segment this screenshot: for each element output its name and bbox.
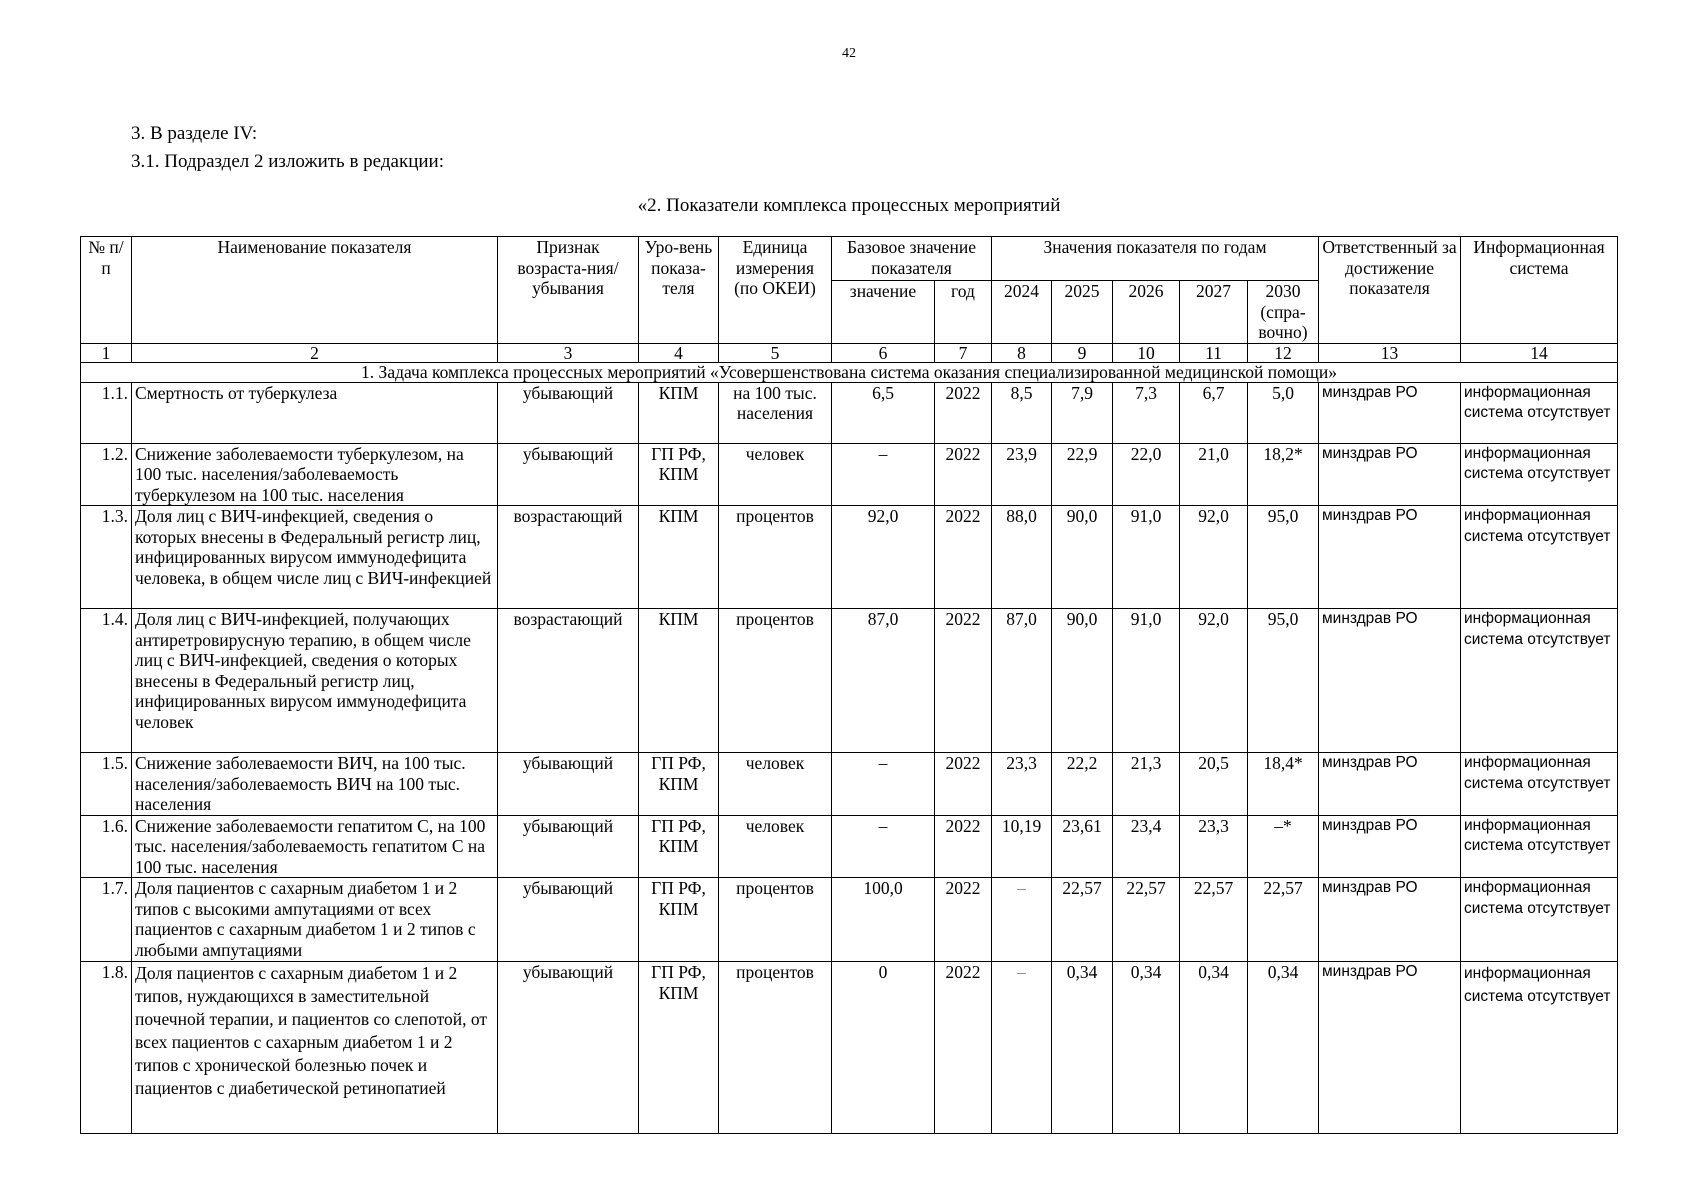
row-value-2024: 88,0 (992, 506, 1052, 609)
row-value-2027: 20,5 (1180, 753, 1248, 816)
row-base-year: 2022 (935, 962, 992, 1134)
row-value-2024: – (992, 878, 1052, 962)
row-value-2030: 18,4* (1248, 753, 1319, 816)
row-unit: процентов (719, 878, 832, 962)
table-row (81, 443, 1618, 506)
row-base-value: – (832, 443, 935, 506)
row-base-year: 2022 (935, 878, 992, 962)
row-unit: человек (719, 753, 832, 816)
table-title: «2. Показатели комплекса процессных мероприятий (637, 195, 1061, 216)
table-row (81, 382, 1618, 443)
row-info-system: информационная система отсутствует (1461, 753, 1618, 816)
row-sign: убывающий (498, 962, 639, 1134)
row-base-year: 2022 (935, 506, 992, 609)
header-base-value: значение (832, 281, 935, 344)
row-name: Снижение заболеваемости гепатитом С, на 100 тыс. населения/заболеваемость гепатитом С на 100 тыс. населения (132, 815, 498, 878)
column-number: 13 (1319, 343, 1461, 362)
row-value-2026: 23,4 (1113, 815, 1180, 878)
row-sign: убывающий (498, 815, 639, 878)
row-value-2025: 90,0 (1052, 506, 1113, 609)
row-base-year: 2022 (935, 815, 992, 878)
row-base-year: 2022 (935, 753, 992, 816)
row-value-2026: 7,3 (1113, 382, 1180, 443)
row-num: 1.4. (81, 609, 132, 753)
table-row (81, 753, 1618, 816)
row-value-2024: 87,0 (992, 609, 1052, 753)
row-responsible: минздрав РО (1319, 609, 1461, 753)
row-base-value: 87,0 (832, 609, 935, 753)
row-responsible: минздрав РО (1319, 753, 1461, 816)
row-value-2025: 22,9 (1052, 443, 1113, 506)
table-row (81, 962, 1618, 1134)
row-unit: процентов (719, 962, 832, 1134)
row-value-2030: 0,34 (1248, 962, 1319, 1134)
row-value-2026: 91,0 (1113, 506, 1180, 609)
intro-line-1: 3. В разделе IV: (131, 123, 258, 144)
row-name: Доля лиц с ВИЧ-инфекцией, получающих антиретровирусную терапию, в общем числе лиц с ВИЧ-инфекцией, сведения о которых внесены в Федеральный регистр лиц, инфицированных вирусом иммунодефицита человек (132, 609, 498, 753)
row-sign: убывающий (498, 878, 639, 962)
row-name: Снижение заболеваемости ВИЧ, на 100 тыс. населения/заболеваемость ВИЧ на 100 тыс. населения (132, 753, 498, 816)
row-num: 1.5. (81, 753, 132, 816)
header-level: Уро-вень показа-теля (639, 237, 719, 344)
row-base-value: 100,0 (832, 878, 935, 962)
row-sign: убывающий (498, 753, 639, 816)
row-value-2025: 90,0 (1052, 609, 1113, 753)
header-unit: Единица измерения (по ОКЕИ) (719, 237, 832, 344)
row-value-2027: 92,0 (1180, 609, 1248, 753)
row-base-value: 6,5 (832, 382, 935, 443)
header-year-2025: 2025 (1052, 281, 1113, 344)
row-base-value: – (832, 815, 935, 878)
row-sign: убывающий (498, 443, 639, 506)
row-value-2030: 18,2* (1248, 443, 1319, 506)
row-info-system: информационная система отсутствует (1461, 815, 1618, 878)
row-level: ГП РФ, КПМ (639, 815, 719, 878)
row-level: КПМ (639, 609, 719, 753)
row-value-2025: 23,61 (1052, 815, 1113, 878)
row-level: ГП РФ, КПМ (639, 753, 719, 816)
row-value-2030: 5,0 (1248, 382, 1319, 443)
row-name: Доля пациентов с сахарным диабетом 1 и 2 типов с высокими ампутациями от всех пациентов с сахарным диабетом 1 и 2 типов с любыми ампутациями (132, 878, 498, 962)
header-row-1 (81, 237, 1618, 281)
row-info-system: информационная система отсутствует (1461, 443, 1618, 506)
row-value-2024: 10,19 (992, 815, 1052, 878)
column-numbers-row (81, 343, 1618, 362)
row-num: 1.7. (81, 878, 132, 962)
column-number: 9 (1052, 343, 1113, 362)
header-year-2026: 2026 (1113, 281, 1180, 344)
row-value-2024: 23,3 (992, 753, 1052, 816)
row-name: Смертность от туберкулеза (132, 382, 498, 443)
row-value-2026: 22,0 (1113, 443, 1180, 506)
row-responsible: минздрав РО (1319, 443, 1461, 506)
row-responsible: минздрав РО (1319, 815, 1461, 878)
row-unit: на 100 тыс. населения (719, 382, 832, 443)
column-number: 10 (1113, 343, 1180, 362)
row-value-2027: 23,3 (1180, 815, 1248, 878)
task-title: 1. Задача комплекса процессных мероприятий «Усовершенствована система оказания специализированной медицинской помощи» (81, 362, 1618, 382)
row-value-2024: – (992, 962, 1052, 1134)
row-value-2030: 95,0 (1248, 506, 1319, 609)
row-base-year: 2022 (935, 609, 992, 753)
row-sign: возрастающий (498, 609, 639, 753)
column-number: 8 (992, 343, 1052, 362)
row-value-2030: 95,0 (1248, 609, 1319, 753)
task-row (81, 362, 1618, 382)
header-year-2027: 2027 (1180, 281, 1248, 344)
row-level: ГП РФ, КПМ (639, 878, 719, 962)
page-number: 42 (842, 46, 856, 61)
row-level: КПМ (639, 382, 719, 443)
row-info-system: информационная система отсутствует (1461, 382, 1618, 443)
row-base-year: 2022 (935, 382, 992, 443)
row-base-year: 2022 (935, 443, 992, 506)
intro-line-2: 3.1. Подраздел 2 изложить в редакции: (131, 151, 444, 172)
column-number: 2 (132, 343, 498, 362)
row-sign: убывающий (498, 382, 639, 443)
table-row (81, 878, 1618, 962)
row-unit: процентов (719, 506, 832, 609)
row-num: 1.6. (81, 815, 132, 878)
row-value-2026: 91,0 (1113, 609, 1180, 753)
row-value-2025: 22,57 (1052, 878, 1113, 962)
row-responsible: минздрав РО (1319, 382, 1461, 443)
row-level: ГП РФ, КПМ (639, 962, 719, 1134)
column-number: 7 (935, 343, 992, 362)
row-value-2027: 22,57 (1180, 878, 1248, 962)
row-value-2026: 0,34 (1113, 962, 1180, 1134)
header-responsible: Ответственный за достижение показателя (1319, 237, 1461, 344)
row-num: 1.8. (81, 962, 132, 1134)
row-responsible: минздрав РО (1319, 878, 1461, 962)
row-value-2027: 6,7 (1180, 382, 1248, 443)
header-years-group: Значения показателя по годам (992, 237, 1319, 281)
row-value-2026: 21,3 (1113, 753, 1180, 816)
row-sign: возрастающий (498, 506, 639, 609)
row-base-value: – (832, 753, 935, 816)
row-value-2027: 0,34 (1180, 962, 1248, 1134)
column-number: 5 (719, 343, 832, 362)
column-number: 1 (81, 343, 132, 362)
row-info-system: информационная система отсутствует (1461, 878, 1618, 962)
row-unit: человек (719, 443, 832, 506)
row-num: 1.3. (81, 506, 132, 609)
row-responsible: минздрав РО (1319, 962, 1461, 1134)
row-value-2026: 22,57 (1113, 878, 1180, 962)
table-row (81, 506, 1618, 609)
row-name: Доля лиц с ВИЧ-инфекцией, сведения о которых внесены в Федеральный регистр лиц, инфицированных вирусом иммунодефицита человека, в общем числе лиц с ВИЧ-инфекцией (132, 506, 498, 609)
row-level: ГП РФ, КПМ (639, 443, 719, 506)
column-number: 12 (1248, 343, 1319, 362)
row-value-2030: 22,57 (1248, 878, 1319, 962)
header-base-year: год (935, 281, 992, 344)
header-base: Базовое значение показателя (832, 237, 992, 281)
row-responsible: минздрав РО (1319, 506, 1461, 609)
row-level: КПМ (639, 506, 719, 609)
header-info-system: Информационная система (1461, 237, 1618, 344)
row-info-system: информационная система отсутствует (1461, 609, 1618, 753)
column-number: 4 (639, 343, 719, 362)
column-number: 11 (1180, 343, 1248, 362)
row-value-2024: 8,5 (992, 382, 1052, 443)
column-number: 14 (1461, 343, 1618, 362)
row-num: 1.1. (81, 382, 132, 443)
column-number: 3 (498, 343, 639, 362)
row-value-2027: 21,0 (1180, 443, 1248, 506)
header-num: № п/п (81, 237, 132, 344)
row-unit: процентов (719, 609, 832, 753)
row-value-2024: 23,9 (992, 443, 1052, 506)
table-row (81, 815, 1618, 878)
row-value-2025: 7,9 (1052, 382, 1113, 443)
table-row (81, 609, 1618, 753)
row-num: 1.2. (81, 443, 132, 506)
row-value-2030: –* (1248, 815, 1319, 878)
header-year-2030: 2030 (спра-вочно) (1248, 281, 1319, 344)
row-base-value: 0 (832, 962, 935, 1134)
row-name: Доля пациентов с сахарным диабетом 1 и 2 типов, нуждающихся в заместительной почечной терапии, и пациентов со слепотой, от всех пациентов с сахарным диабетом 1 и 2 типов с хронической болезнью почек и пациентов с диабетической ретинопатией (132, 962, 498, 1134)
header-year-2024: 2024 (992, 281, 1052, 344)
indicators-table (80, 236, 1618, 1134)
header-name: Наименование показателя (132, 237, 498, 344)
row-base-value: 92,0 (832, 506, 935, 609)
row-info-system: информационная система отсутствует (1461, 506, 1618, 609)
row-name: Снижение заболеваемости туберкулезом, на 100 тыс. населения/заболеваемость туберкулезом на 100 тыс. населения (132, 443, 498, 506)
row-unit: человек (719, 815, 832, 878)
row-info-system: информационная система отсутствует (1461, 962, 1618, 1134)
row-value-2027: 92,0 (1180, 506, 1248, 609)
row-value-2025: 0,34 (1052, 962, 1113, 1134)
row-value-2025: 22,2 (1052, 753, 1113, 816)
column-number: 6 (832, 343, 935, 362)
header-sign: Признак возраста-ния/убывания (498, 237, 639, 344)
